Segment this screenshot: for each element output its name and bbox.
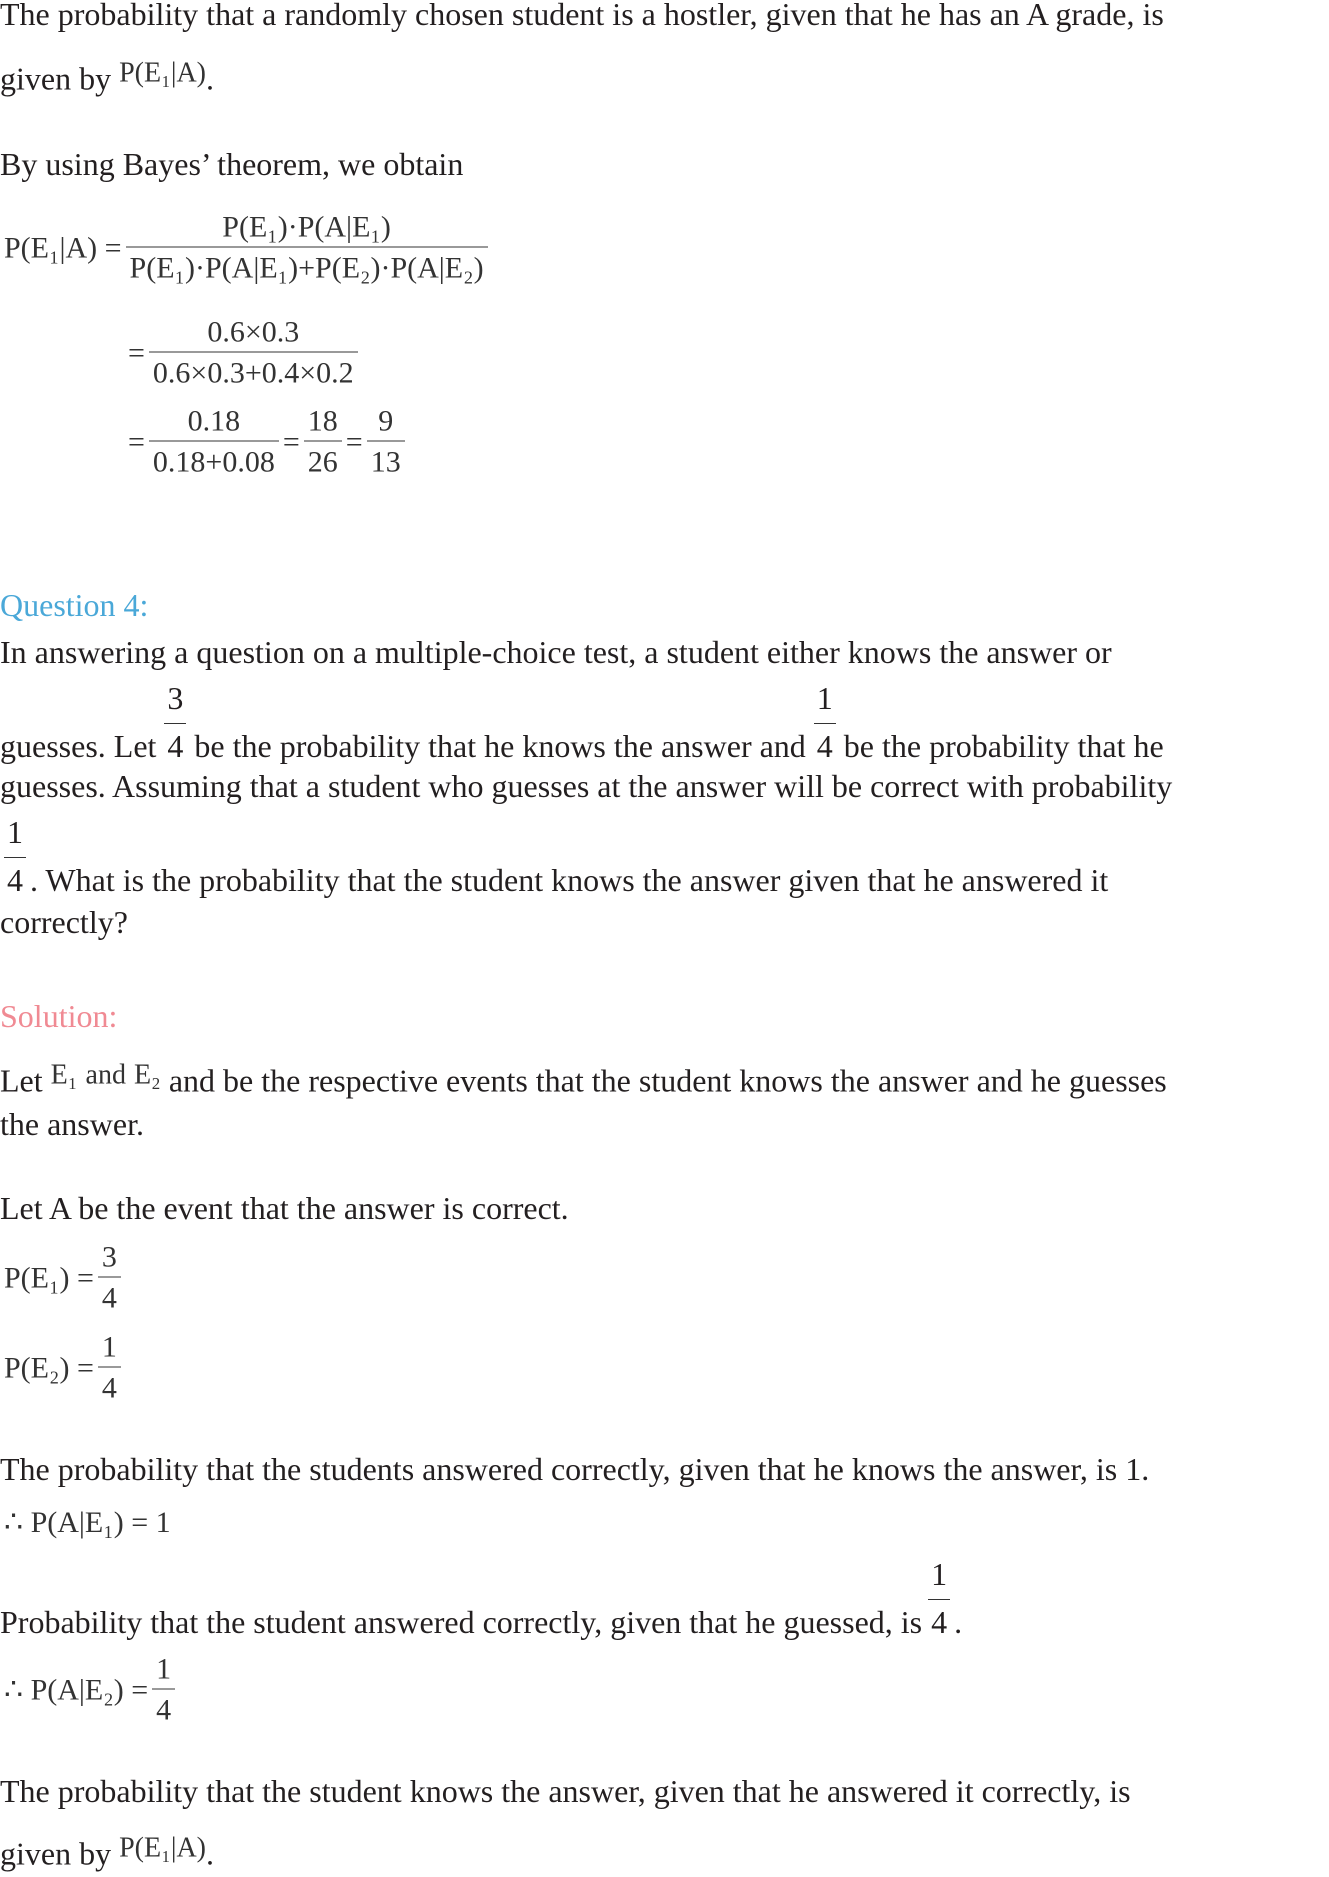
denominator: 26	[304, 441, 342, 480]
numerator: P(E₁)·P(A|E₁)	[222, 210, 391, 244]
text: be the probability that he knows the answer and	[194, 728, 806, 764]
denominator: 4	[98, 1277, 121, 1316]
numerator: 1	[156, 1652, 172, 1686]
text: Probability that the student answered correctly, given that he guessed, is	[0, 1604, 923, 1640]
denominator: 13	[367, 441, 405, 480]
text-line	[0, 814, 1109, 899]
math-expression: E₁	[50, 1059, 78, 1091]
fraction	[149, 316, 358, 391]
denominator: 0.18+0.08	[149, 441, 279, 480]
question-heading: Question 4:	[0, 587, 149, 623]
equation-step	[128, 316, 362, 391]
denominator: 0.6×0.3+0.4×0.2	[149, 352, 358, 391]
denominator: P(E₁)·P(A|E₁)+P(E₂)·P(A|E₂)	[126, 247, 488, 286]
text: guesses. Let	[0, 728, 157, 764]
equation	[4, 1653, 179, 1728]
text-line	[0, 1556, 963, 1641]
equation-lhs: P(E₂) =	[4, 1351, 94, 1384]
text: and be the respective events that the student knows the answer and he guesses	[168, 1062, 1167, 1099]
text-line	[0, 680, 1164, 765]
math-expression: P(E₁|A)	[119, 57, 207, 89]
equation-lhs: P(E₁|A) =	[4, 231, 122, 264]
text: .	[206, 60, 215, 97]
numerator: 3	[101, 1240, 117, 1274]
fraction	[304, 405, 342, 480]
fraction	[152, 1653, 175, 1728]
equals: =	[128, 336, 145, 369]
text-line: In answering a question on a multiple-choice test, a student either knows the answer or	[0, 634, 1112, 670]
fraction	[928, 1556, 950, 1641]
text-line: The probability that the students answered correctly, given that he knows the answer, is 1.	[0, 1451, 1150, 1487]
denominator: 4	[816, 728, 833, 764]
denominator: 4	[7, 862, 23, 898]
text: and	[85, 1059, 126, 1091]
text-line: Let A be the event that the answer is correct.	[0, 1190, 569, 1226]
numerator: 1	[931, 1556, 948, 1592]
fraction	[98, 1331, 121, 1406]
numerator: 1	[816, 680, 833, 716]
equation-lhs: P(E₁) =	[4, 1261, 94, 1294]
text: . What is the probability that the student knows the answer given that he answered it	[30, 862, 1109, 898]
denominator: 4	[98, 1367, 121, 1406]
text-line: The probability that a randomly chosen student is a hostler, given that he has an A grade, is	[0, 0, 1164, 32]
equation-lhs: ∴ P(A|E₂) =	[4, 1673, 149, 1707]
equation-step	[128, 405, 409, 480]
fraction	[98, 1241, 121, 1316]
numerator: 1	[7, 814, 23, 850]
numerator: 0.18	[187, 404, 241, 438]
numerator: 1	[101, 1330, 117, 1364]
text: .	[954, 1604, 963, 1640]
fraction	[149, 405, 279, 480]
text-line	[0, 57, 215, 101]
denominator: 4	[167, 728, 184, 764]
denominator: 4	[152, 1689, 175, 1728]
fraction	[367, 405, 405, 480]
text: be the probability that he	[843, 728, 1164, 764]
equation	[4, 1241, 125, 1316]
equation	[4, 1331, 125, 1406]
math-expression: P(E₁|A)	[119, 1832, 207, 1864]
text-line: the answer.	[0, 1106, 144, 1142]
text-line	[0, 1059, 1167, 1103]
text-line: correctly?	[0, 904, 128, 940]
numerator: 18	[307, 404, 338, 438]
text: .	[206, 1835, 215, 1872]
text: given by	[0, 1835, 120, 1872]
numerator: 3	[167, 680, 184, 716]
text-line: By using Bayes’ theorem, we obtain	[0, 146, 464, 182]
text-line: guesses. Assuming that a student who guesses at the answer will be correct with probability	[0, 768, 1173, 804]
text-line: The probability that the student knows the answer, given that he answered it correctly, is	[0, 1773, 1131, 1809]
numerator: 9	[378, 404, 394, 438]
solution-heading: Solution:	[0, 998, 118, 1034]
text-line	[0, 1832, 215, 1876]
text: given by	[0, 60, 120, 97]
fraction	[4, 814, 26, 899]
math-expression: E₂	[133, 1059, 161, 1091]
equals: =	[282, 425, 300, 458]
equals: =	[345, 425, 363, 458]
equals: =	[128, 425, 145, 458]
bayes-equation	[4, 211, 492, 286]
fraction	[814, 680, 836, 765]
numerator: 0.6×0.3	[207, 315, 300, 349]
fraction	[126, 211, 488, 286]
equation: ∴ P(A|E₁) = 1	[4, 1506, 171, 1539]
fraction	[164, 680, 186, 765]
denominator: 4	[931, 1604, 948, 1640]
text: Let	[0, 1062, 43, 1099]
